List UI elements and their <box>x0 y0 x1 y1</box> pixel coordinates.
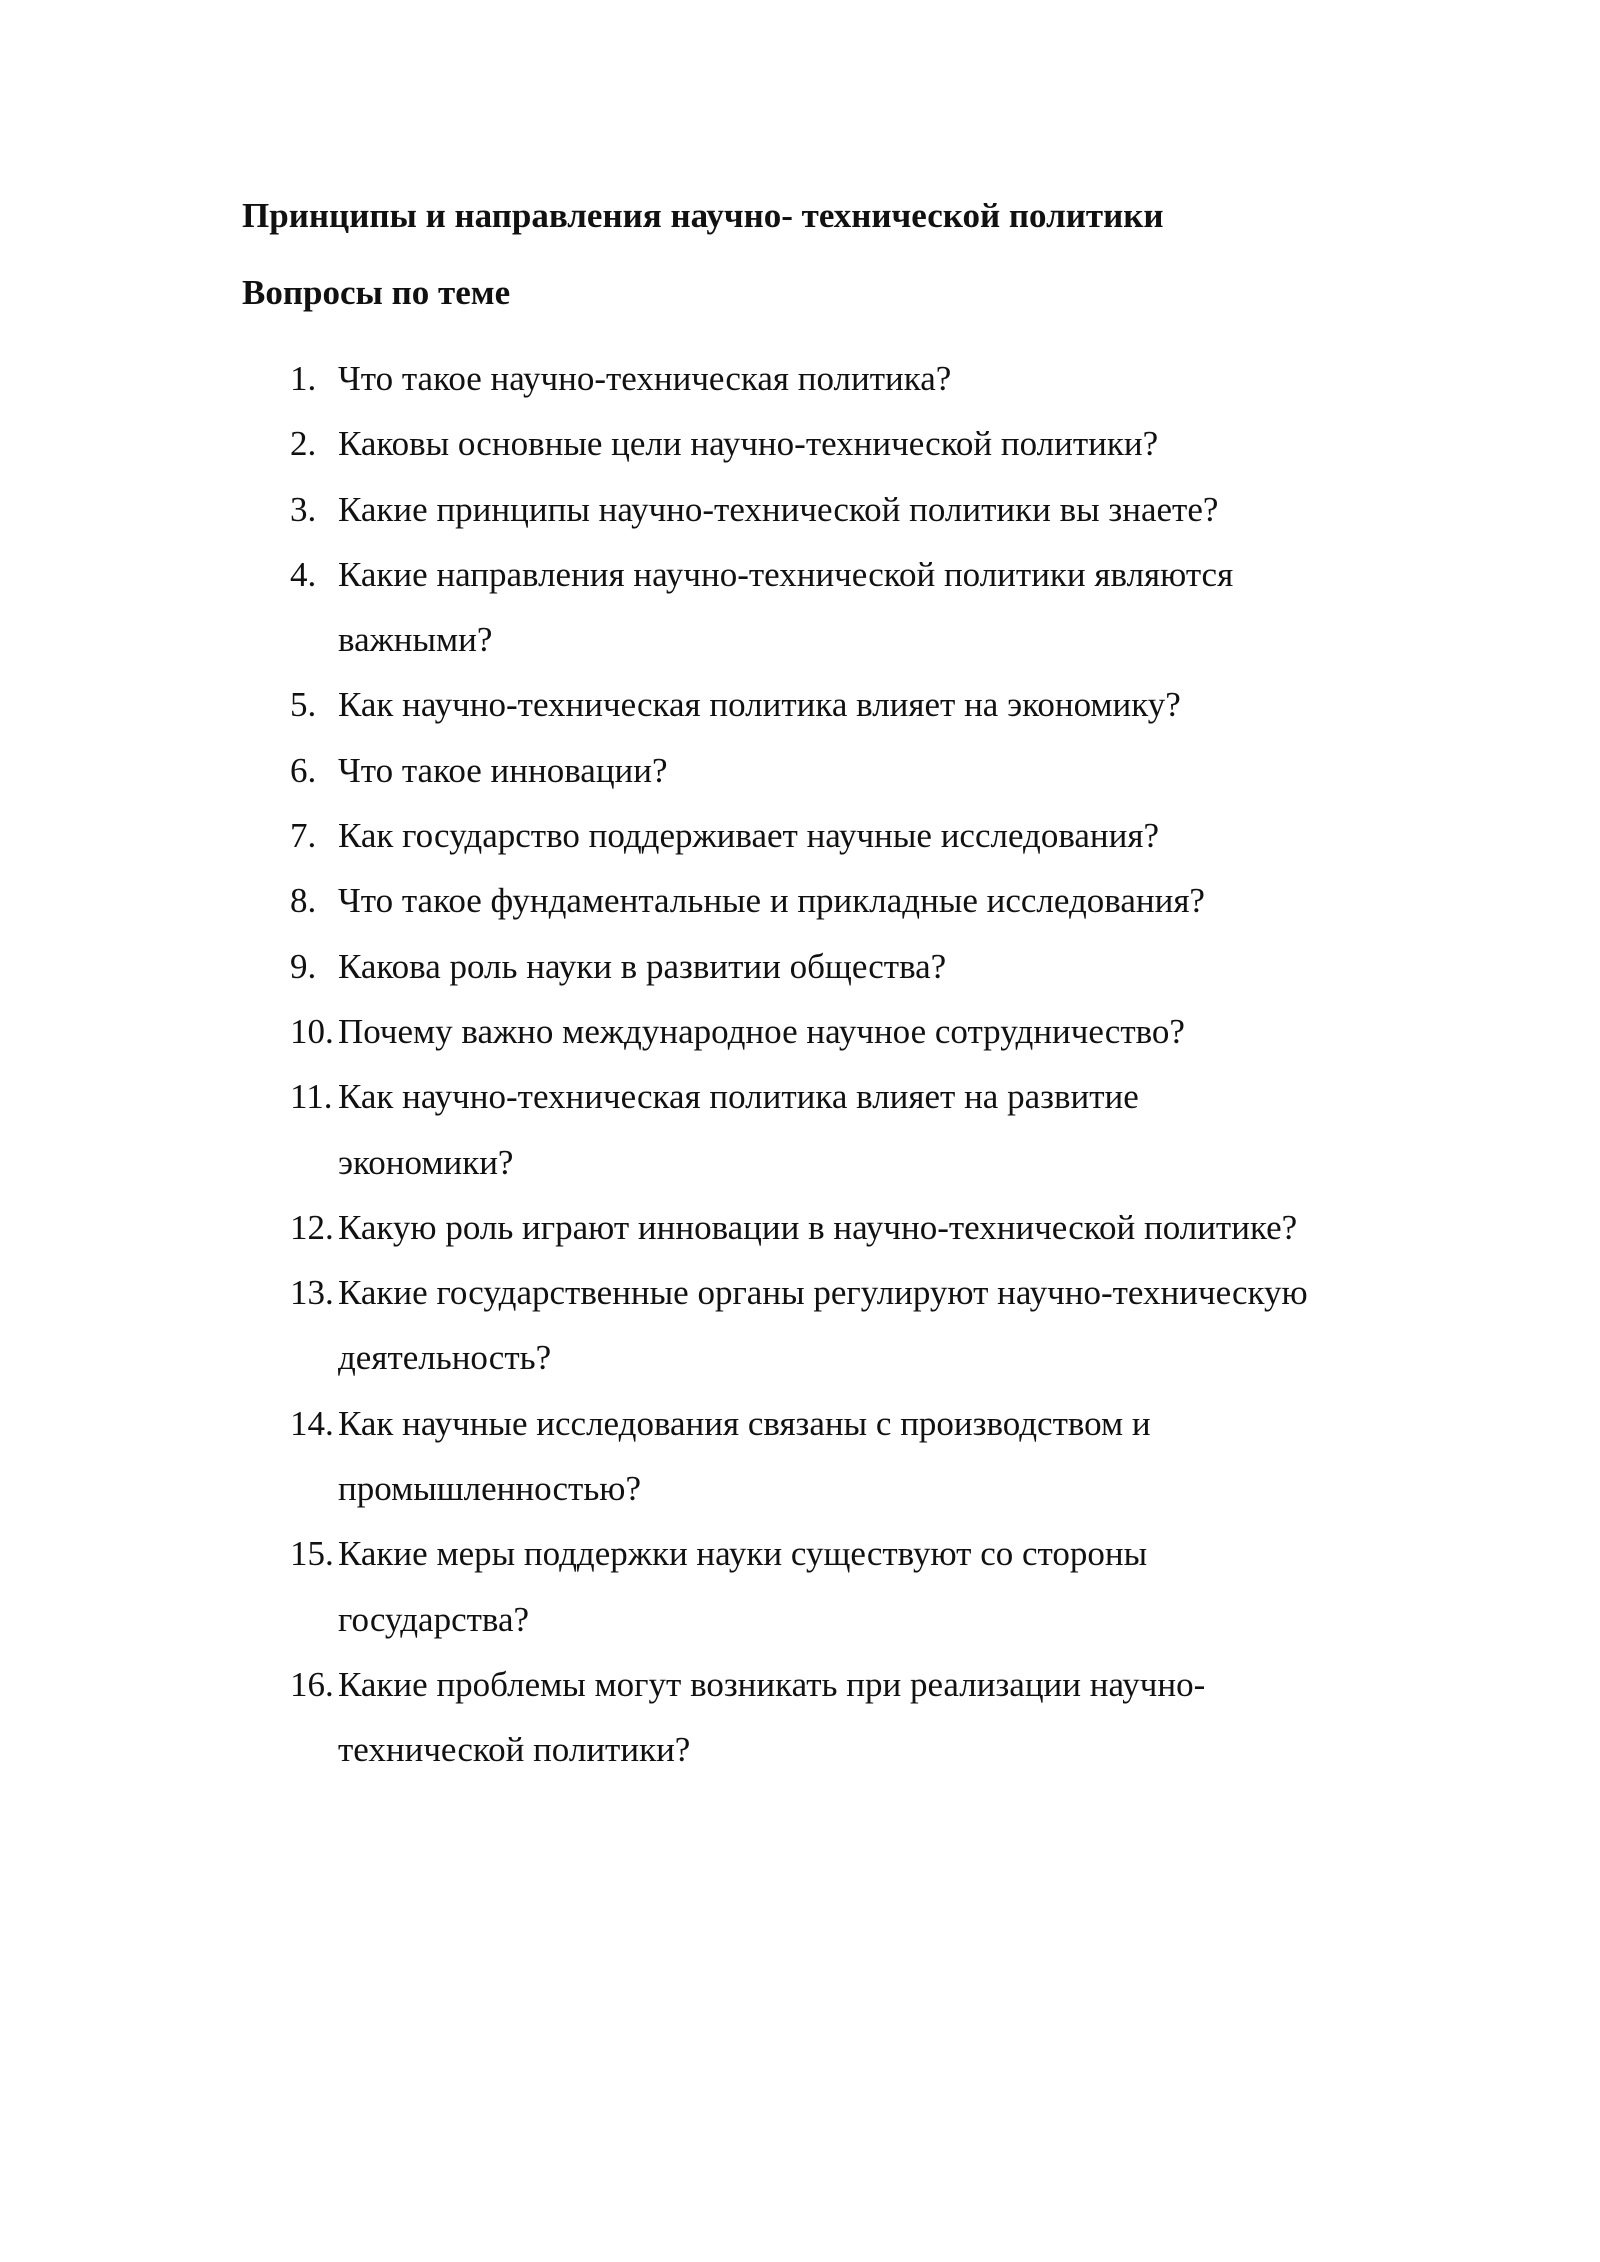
question-number: 11. <box>290 1077 333 1117</box>
question-text: Какие направления научно-технической политики являются важными? <box>338 554 1234 660</box>
question-item <box>242 868 1372 933</box>
question-number: 5. <box>290 685 317 725</box>
question-text: Что такое фундаментальные и прикладные исследования? <box>338 881 1205 921</box>
question-number: 10. <box>290 1011 334 1051</box>
question-item <box>242 346 1372 411</box>
question-number: 13. <box>290 1273 334 1313</box>
question-item <box>242 738 1372 803</box>
question-text: Какие государственные органы регулируют научно-техническую деятельность? <box>338 1273 1308 1378</box>
question-item <box>242 477 1372 542</box>
question-item <box>242 1195 1372 1260</box>
question-text: Что такое научно-техническая политика? <box>338 359 952 398</box>
question-number: 1. <box>290 359 317 398</box>
question-number: 3. <box>290 489 317 529</box>
question-item <box>242 934 1372 999</box>
question-item <box>242 999 1372 1064</box>
question-text: Какова роль науки в развитии общества? <box>338 946 947 986</box>
question-number: 8. <box>290 881 317 921</box>
question-item <box>242 672 1372 737</box>
question-item <box>242 1391 1372 1522</box>
question-item <box>242 803 1372 868</box>
question-text: Какую роль играют инновации в научно-технической политике? <box>338 1207 1298 1247</box>
question-text: Как государство поддерживает научные исследования? <box>338 816 1160 856</box>
question-number: 15. <box>290 1534 334 1574</box>
question-text: Какие меры поддержки науки существуют со стороны государства? <box>338 1534 1148 1639</box>
question-number: 7. <box>290 816 317 856</box>
question-item <box>242 1652 1372 1783</box>
document-title: Принципы и направления научно- технической политики <box>242 196 1164 235</box>
question-number: 6. <box>290 750 317 790</box>
question-item <box>242 1521 1372 1652</box>
question-text: Как научно-техническая политика влияет на экономику? <box>338 685 1181 725</box>
question-item <box>242 1064 1372 1195</box>
question-number: 16. <box>290 1664 334 1704</box>
question-number: 9. <box>290 946 317 986</box>
question-item <box>242 411 1372 476</box>
question-text: Что такое инновации? <box>338 750 668 790</box>
document-content <box>242 192 1372 1783</box>
question-item <box>242 1260 1372 1391</box>
question-text: Каковы основные цели научно-технической политики? <box>338 424 1159 464</box>
question-text: Почему важно международное научное сотрудничество? <box>338 1011 1185 1051</box>
question-item <box>242 542 1372 673</box>
question-number: 4. <box>290 554 317 594</box>
question-text: Как научно-техническая политика влияет на развитие экономики? <box>338 1077 1139 1182</box>
questions-list <box>242 346 1372 1783</box>
section-title: Вопросы по теме <box>242 273 511 312</box>
question-number: 2. <box>290 424 317 464</box>
question-text: Как научные исследования связаны с производством и промышленностью? <box>338 1403 1151 1509</box>
question-number: 12. <box>290 1207 334 1247</box>
question-text: Какие проблемы могут возникать при реализации научно-технической политики? <box>338 1664 1206 1770</box>
question-number: 14. <box>290 1403 334 1443</box>
question-text: Какие принципы научно-технической политики вы знаете? <box>338 489 1219 529</box>
